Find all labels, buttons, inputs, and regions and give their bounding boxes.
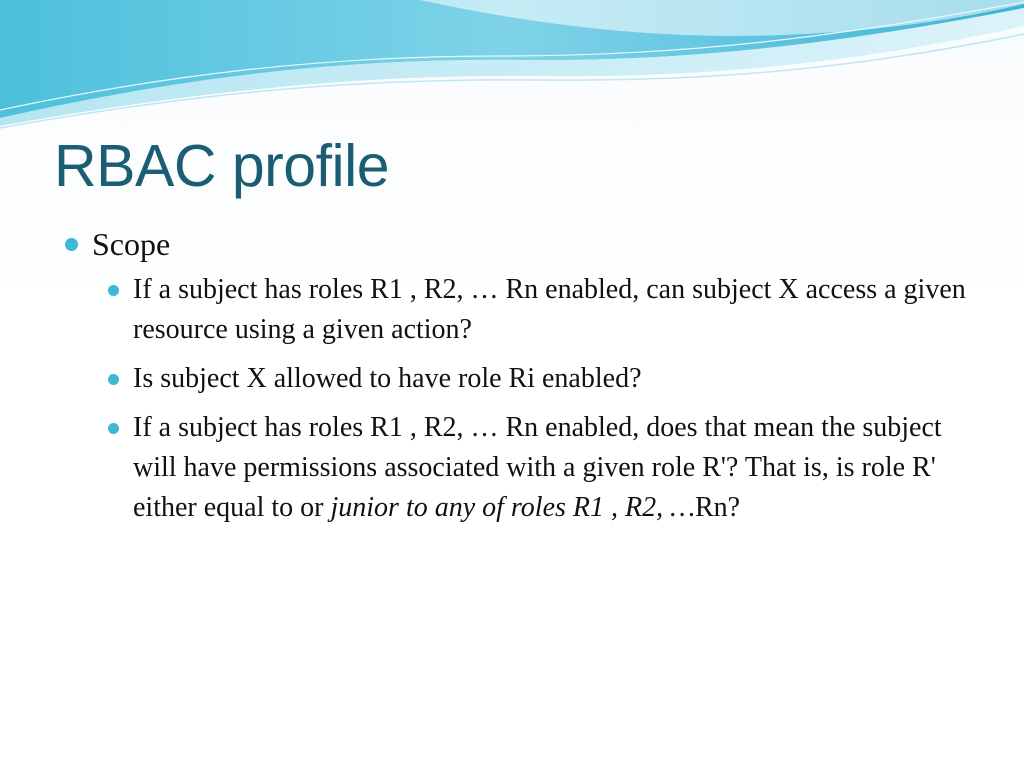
list-item-text: If a subject has roles R1 , R2, … Rn enabled, does that mean the subject will have permissions associated with a given role R'? That is, is role R' either equal to or: [133, 412, 942, 523]
list-item-tail-text: Rn?: [695, 492, 741, 523]
bullet-icon: [108, 285, 119, 296]
bullet-icon: [108, 374, 119, 385]
scope-label: Scope: [92, 226, 171, 262]
bullet-icon: [108, 423, 119, 434]
bullet-item-scope: [64, 222, 984, 266]
list-item: [64, 359, 984, 399]
list-item: [64, 270, 984, 350]
decorative-wave-header: [0, 0, 1024, 130]
slide-title: RBAC profile: [54, 133, 390, 199]
list-item-text: Is subject X allowed to have role Ri enabled?: [133, 363, 642, 394]
scope-sublist: [64, 270, 984, 528]
slide-body: [64, 222, 984, 537]
list-item: [64, 408, 984, 528]
list-item-text: If a subject has roles R1 , R2, … Rn enabled, can subject X access a given resource using a given action?: [133, 274, 966, 345]
bullet-icon: [65, 238, 78, 251]
list-item-italic-text: junior to any of roles R1 , R2, …: [330, 492, 695, 523]
